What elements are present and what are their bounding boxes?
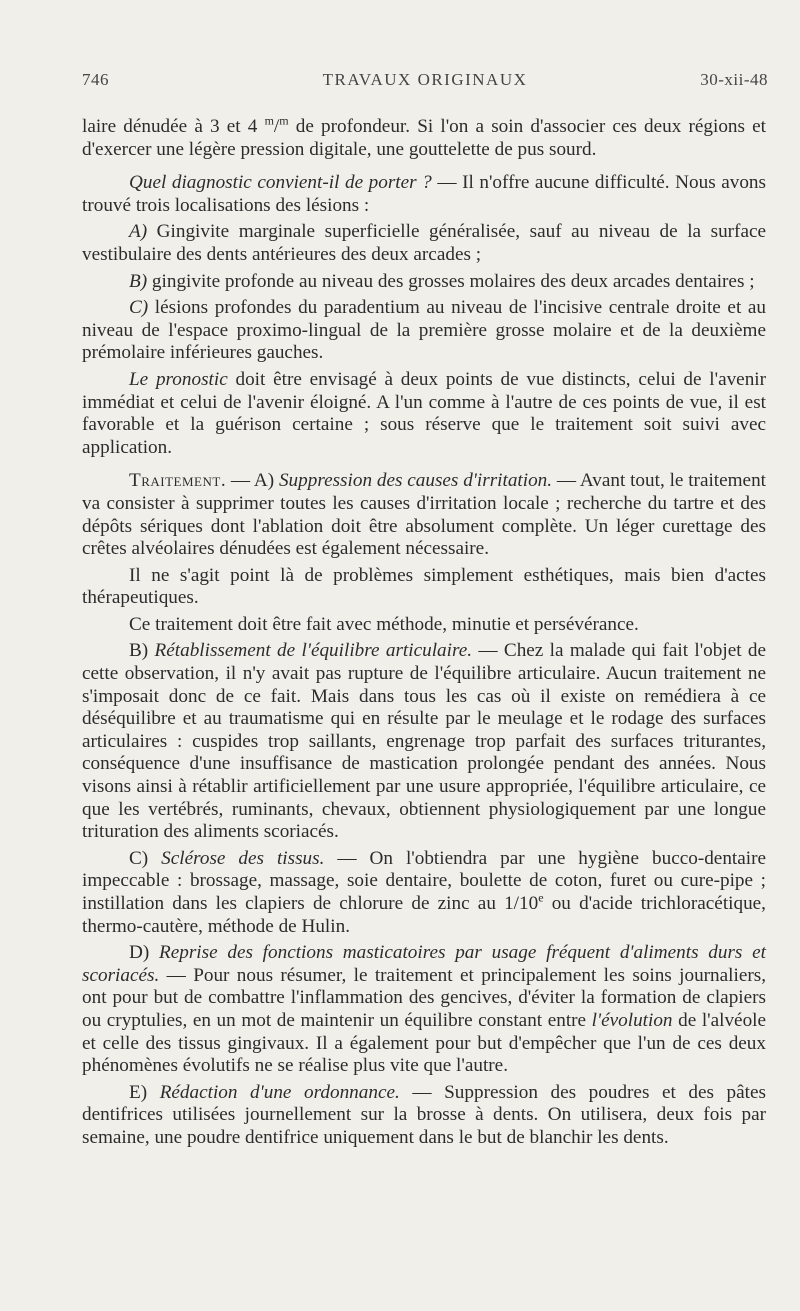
paragraph-method (82, 614, 766, 637)
paragraph-lesion-c (82, 297, 766, 365)
paragraph-text: — A) (226, 470, 279, 492)
paragraph-text: — Chez la malade qui fait l'objet de cette observation, il n'y avait pas rupture de l'équilibre articulaire. Aucun traitement ne s'imposait donc de ce fait. Mais dans tous les cas où il existe on remédiera à ce déséquilibre et au traumatisme qui en résulte par le meulage et le rodage des surfaces articulaires : cuspides trop saillants, engrenage trop parfait des surfaces triturantes, conséquence d'une insuffisance de mastication prolongée pendant des années. Nous visons ainsi à rétablir artificiellement par une usure appropriée, l'équilibre articulaire, ce que les vertébrés, ruminants, chevaux, obtiennent physiologiquement par une longue trituration des aliments scoriacés. (82, 640, 766, 843)
subsection-title: Reprise des fonctions masticatoires par usage fréquent d'aliments durs et scoriacés. (82, 942, 766, 986)
paragraph-text: doit être envisagé à deux points de vue distincts, celui de l'avenir immédiat et celui de l'avenir éloigné. A l'un comme à l'autre de ces points de vue, il est favorable et la guérison certaine ; sous réserve que le traitement soit suivi avec application. (82, 368, 767, 458)
paragraph-text: — Suppression des poudres et des pâtes dentifrices utilisées journellement sur la brosse à dents. On utilisera, deux fois par semaine, une poudre dentifrice uniquement dans le but de blanchir les dents. (82, 1081, 766, 1148)
paragraph-text: ou d'acide trichloracétique, thermo-cautère, méthode de Hulin. (82, 893, 766, 937)
item-label: C) (129, 297, 149, 319)
paragraph-text: — On l'obtiendra par une hygiène bucco-dentaire impeccable : brossage, massage, soie dentaire, boulette de coton, furet ou cure-pipe ; instillation dans les clapiers de chlorure de zinc au 1/10 (82, 847, 766, 914)
paragraph-text: Ce traitement doit être fait avec méthode, minutie et persévérance. (129, 613, 639, 635)
running-header (82, 70, 768, 96)
paragraph-treatment-a (82, 470, 766, 560)
paragraph-text: gingivite profonde au niveau des grosses molaires des deux arcades dentaires ; (147, 270, 755, 292)
emphasis: l'évolution (591, 1009, 673, 1031)
running-title: TRAVAUX ORIGINAUX (322, 70, 528, 89)
unit-separator: / (273, 116, 280, 137)
item-label: C) (129, 847, 162, 869)
paragraph-text: Gingivite marginale superficielle généralisée, sauf au niveau de la surface vestibulaire des dents antérieures des deux arcades ; (82, 221, 766, 265)
unit-superscript: m (264, 113, 274, 128)
paragraph-text: de l'alvéole et celle des tissus gingivaux. Il a également pour but d'empêcher que l'un de ces deux phénomènes évolutifs ne se réalise plus vite que l'autre. (82, 1009, 767, 1077)
paragraph-treatment-b (82, 640, 766, 843)
paragraph-treatment-d (82, 942, 766, 1078)
item-label: B) (129, 640, 155, 662)
article-body (82, 113, 767, 1154)
page-number: 746 (82, 70, 109, 89)
paragraph-text: — Pour nous résumer, le traitement et principalement les soins journaliers, ont pour but de combattre l'inflammation des gencives, d'éviter la formation de clapiers ou cryptulies, en un mot de maintenir un équilibre constant entre (82, 964, 766, 1031)
paragraph-lesion-a (82, 221, 766, 266)
subsection-title: Rétablissement de l'équilibre articulaire. (154, 640, 473, 662)
paragraph-lesion-b (82, 271, 766, 294)
paragraph-aesthetics (82, 565, 766, 610)
subsection-title: Suppression des causes d'irritation. (278, 470, 553, 492)
ordinal-superscript: e (538, 890, 544, 905)
paragraph-treatment-e (82, 1082, 766, 1150)
section-heading: Traitement. (129, 470, 227, 492)
item-label: E) (129, 1081, 160, 1103)
paragraph-text: de profondeur. Si l'on a soin d'associer ces deux régions et d'exercer une légère pression digitale, une gouttelette de pus sourd. (82, 116, 767, 160)
item-label: D) (129, 942, 159, 964)
paragraph-treatment-c (82, 848, 766, 938)
paragraph-text: — Avant tout, le traitement va consister à supprimer toutes les causes d'irritation locale ; recherche du tartre et des dépôts sériques dont l'ablation doit être absolument complète. Un léger curettage des crêtes alvéolaires dénudées est également nécessaire. (82, 470, 767, 560)
item-label: A) (129, 221, 148, 243)
item-label: Le pronostic (129, 368, 228, 390)
unit-superscript: m (279, 113, 289, 128)
paragraph-text: lésions profondes du paradentium au niveau de l'incisive centrale droite et au niveau de l'espace proximo-lingual de la première grosse molaire et de la deuxième prémolaire inférieures gauches. (82, 297, 766, 364)
diagnostic-question: Quel diagnostic convient-il de porter ? (129, 172, 432, 194)
subsection-title: Sclérose des tissus. (161, 847, 325, 869)
item-label: B) (129, 270, 148, 292)
paragraph-diagnostic (82, 172, 766, 217)
paragraph-text: laire dénudée à 3 et 4 (82, 116, 265, 137)
paragraph-text: Il ne s'agit point là de problèmes simplement esthétiques, mais bien d'actes thérapeutiques. (82, 564, 766, 609)
paragraph-intro (82, 113, 767, 161)
paragraph-text: — Il n'offre aucune difficulté. Nous avons trouvé trois localisations des lésions : (82, 172, 766, 216)
paragraph-prognosis (82, 369, 766, 459)
issue-date: 30-xii-48 (700, 70, 768, 89)
subsection-title: Rédaction d'une ordonnance. (159, 1081, 400, 1103)
